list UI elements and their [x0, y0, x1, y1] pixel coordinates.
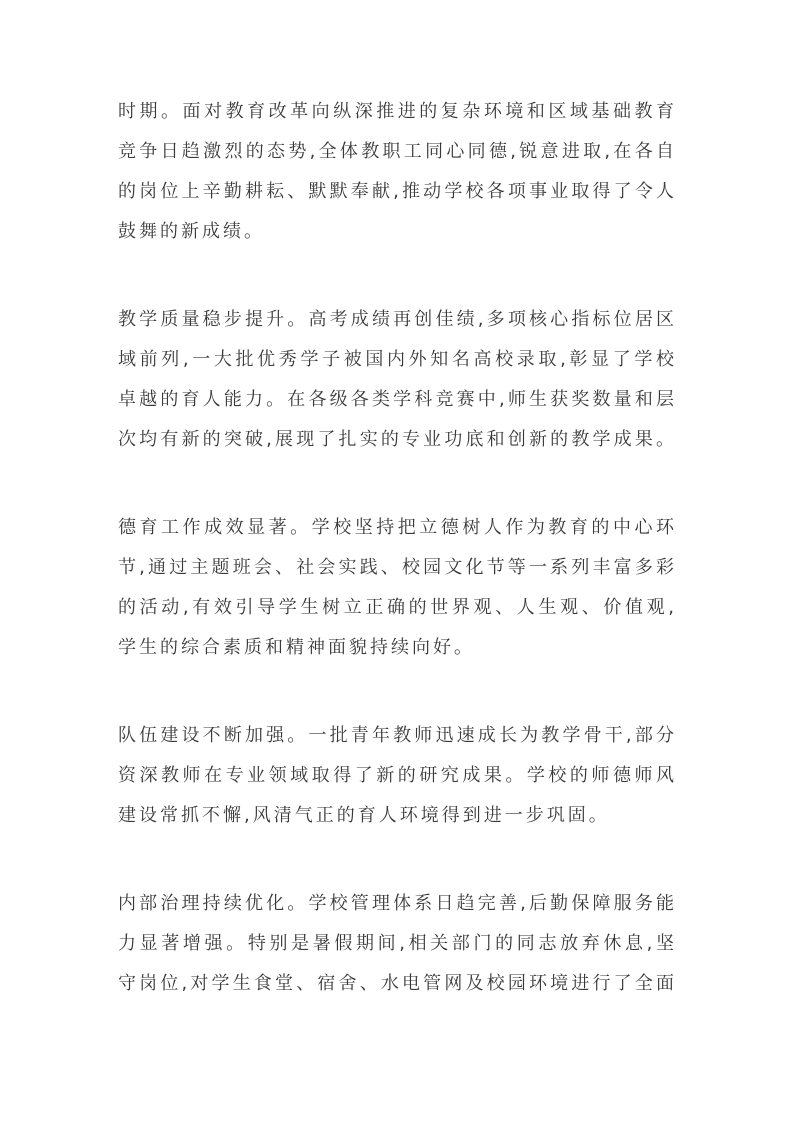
- text-line: 教学质量稳步提升。高考成绩再创佳绩,多项核心指标位居区: [118, 309, 677, 330]
- paragraph-2: [118, 300, 677, 460]
- text-line: 守岗位,对学生食堂、宿舍、水电管网及校园环境进行了全面: [118, 973, 677, 994]
- paragraph-1: [118, 92, 677, 252]
- text-line: 竞争日趋激烈的态势,全体教职工同心同德,锐意进取,在各自: [118, 141, 677, 162]
- text-line: 内部治理持续优化。学校管理体系日趋完善,后勤保障服务能: [118, 893, 677, 914]
- text-line: 卓越的育人能力。在各级各类学科竞赛中,师生获奖数量和层: [118, 389, 677, 410]
- text-line: 域前列,一大批优秀学子被国内外知名高校录取,彰显了学校: [118, 349, 677, 370]
- text-line: 资深教师在专业领域取得了新的研究成果。学校的师德师风: [118, 765, 677, 786]
- text-line: 时期。面对教育改革向纵深推进的复杂环境和区域基础教育: [118, 101, 677, 122]
- text-line: 德育工作成效显著。学校坚持把立德树人作为教育的中心环: [118, 517, 677, 538]
- paragraph-3: [118, 508, 677, 668]
- text-line: 鼓舞的新成绩。: [118, 221, 265, 242]
- text-line: 次均有新的突破,展现了扎实的专业功底和创新的教学成果。: [118, 429, 677, 450]
- text-line: 队伍建设不断加强。一批青年教师迅速成长为教学骨干,部分: [118, 725, 677, 746]
- paragraph-5: [118, 884, 677, 1004]
- paragraph-4: [118, 716, 677, 836]
- text-line: 力显著增强。特别是暑假期间,相关部门的同志放弃休息,坚: [118, 933, 677, 954]
- text-line: 学生的综合素质和精神面貌持续向好。: [118, 637, 475, 658]
- text-line: 建设常抓不懈,风清气正的育人环境得到进一步巩固。: [118, 805, 610, 826]
- text-line: 的岗位上辛勤耕耘、默默奉献,推动学校各项事业取得了令人: [118, 181, 677, 202]
- text-line: 的活动,有效引导学生树立正确的世界观、人生观、价值观,: [118, 597, 677, 618]
- text-line: 节,通过主题班会、社会实践、校园文化节等一系列丰富多彩: [118, 557, 677, 578]
